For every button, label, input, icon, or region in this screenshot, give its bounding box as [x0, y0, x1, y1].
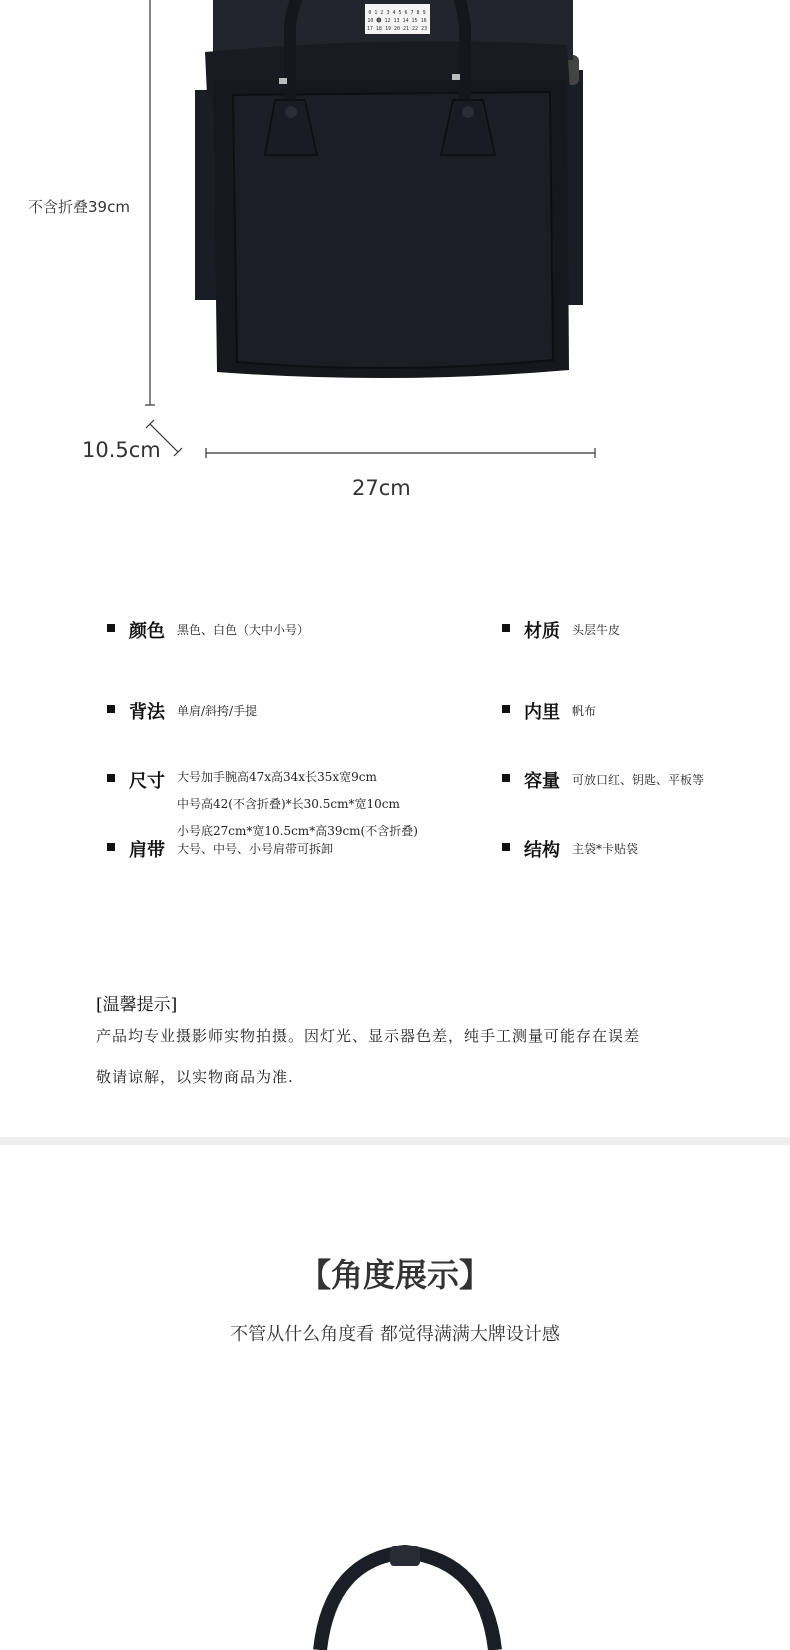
spec-value: 单肩/斜挎/手提: [177, 704, 258, 718]
spec-value: 头层牛皮: [572, 623, 621, 637]
spec-value: 主袋*卡贴袋: [572, 842, 639, 856]
spec-strap: [107, 836, 333, 862]
spec-carry: [107, 698, 257, 724]
depth-dimension-label: 10.5cm: [82, 438, 161, 462]
svg-text:10 ⓫ 12 13 14 15 16: 10 ⓫ 12 13 14 15 16: [367, 18, 427, 24]
spec-capacity: [502, 767, 704, 793]
spec-value: 帆布: [572, 704, 597, 718]
notice-line-1: 产品均专业摄影师实物拍摄。因灯光、显示器色差，纯手工测量可能存在误差: [96, 1027, 641, 1045]
bullet-icon: [502, 774, 510, 782]
bullet-icon: [107, 774, 115, 782]
spec-label: 肩带: [129, 840, 165, 861]
bullet-icon: [502, 843, 510, 851]
spec-structure: [502, 836, 638, 862]
spec-label: 尺寸: [129, 771, 165, 792]
spec-value-line: 小号底27cm*宽10.5cm*高39cm(不含折叠): [177, 824, 418, 838]
svg-text:17 18 19 20 21 22 23: 17 18 19 20 21 22 23: [366, 26, 428, 32]
spec-value-line: 大号加手腕高47x高34x长35x宽9cm: [177, 770, 377, 784]
bullet-icon: [107, 843, 115, 851]
spec-value: 黑色、白色（大中小号）: [177, 623, 310, 637]
section-divider: [0, 1137, 790, 1145]
spec-label: 背法: [129, 702, 165, 723]
spec-material: [502, 617, 620, 643]
spec-value-line: 中号高42(不含折叠)*长30.5cm*宽10cm: [177, 797, 400, 811]
spec-label: 容量: [524, 771, 560, 792]
spec-size: [107, 767, 418, 845]
spec-color: [107, 617, 309, 643]
spec-value-lines: [177, 764, 418, 845]
bullet-icon: [502, 705, 510, 713]
spec-lining: [502, 698, 596, 724]
bullet-icon: [107, 705, 115, 713]
spec-label: 材质: [524, 621, 560, 642]
bullet-icon: [502, 624, 510, 632]
notice-line-2: 敬请谅解，以实物商品为准.: [96, 1068, 294, 1086]
bullet-icon: [107, 624, 115, 632]
angle-section-subtitle: 不管从什么角度看 都觉得满满大牌设计感: [230, 1324, 560, 1345]
product-photo-handle: [290, 1540, 530, 1650]
dimension-lines: [0, 0, 790, 480]
svg-text:0 1 2 3 4 5 6 7 8 9: 0 1 2 3 4 5 6 7 8 9: [368, 10, 426, 16]
height-dimension-label: 不含折叠39cm: [28, 198, 130, 216]
width-dimension-label: 27cm: [352, 476, 411, 500]
spec-label: 内里: [524, 702, 560, 723]
spec-value: 可放口红、钥匙、平板等: [572, 773, 705, 787]
spec-label: 结构: [524, 840, 560, 861]
spec-label: 颜色: [129, 621, 165, 642]
notice-title: [温馨提示]: [96, 995, 178, 1015]
spec-value: 大号、中号、小号肩带可拆卸: [177, 842, 334, 856]
angle-section-title: 【角度展示】: [298, 1256, 491, 1294]
